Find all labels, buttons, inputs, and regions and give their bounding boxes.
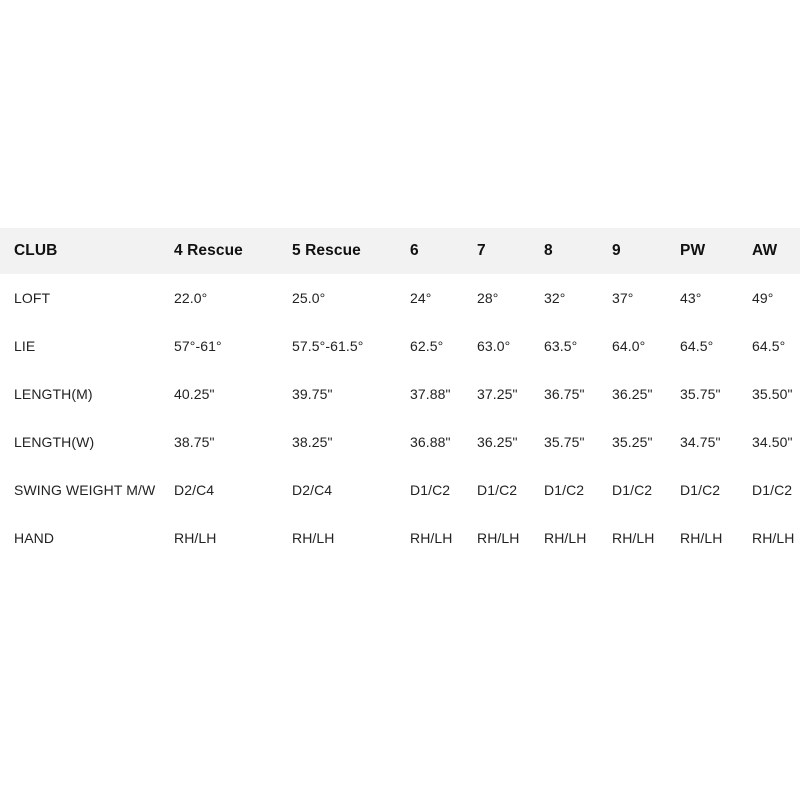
table-header-row (0, 228, 800, 274)
table-cell: 39.75" (292, 386, 333, 402)
table-cell: 35.75" (544, 434, 585, 450)
table-cell: RH/LH (544, 530, 587, 546)
table-cell: 28° (477, 290, 499, 306)
table-cell: 63.5° (544, 338, 578, 354)
table-cell: 35.75" (680, 386, 721, 402)
header-cell-pw: PW (680, 242, 706, 259)
club-spec-table (0, 228, 800, 562)
row-label: LOFT (14, 290, 51, 306)
table-row-swing-weight (0, 466, 800, 514)
header-cell-4-rescue: 4 Rescue (174, 242, 243, 259)
row-label: LENGTH(M) (14, 386, 93, 402)
table-cell: 38.75" (174, 434, 215, 450)
table-cell: 64.5° (680, 338, 714, 354)
table-cell: D1/C2 (612, 482, 653, 498)
table-cell: 64.5° (752, 338, 786, 354)
header-cell-7: 7 (477, 242, 486, 259)
table-cell: 24° (410, 290, 432, 306)
table-cell: 36.75" (544, 386, 585, 402)
row-label: SWING WEIGHT M/W (14, 482, 156, 498)
table-cell: D1/C2 (410, 482, 451, 498)
table-cell: RH/LH (292, 530, 335, 546)
table-cell: 36.25" (612, 386, 653, 402)
table-row-length-w (0, 418, 800, 466)
table-row-lie (0, 322, 800, 370)
header-cell-9: 9 (612, 242, 621, 259)
table-cell: D2/C4 (174, 482, 215, 498)
table-cell: RH/LH (612, 530, 655, 546)
table-row-loft (0, 274, 800, 322)
table-row-length-m (0, 370, 800, 418)
table-cell: 49° (752, 290, 774, 306)
table-cell: 57.5°-61.5° (292, 338, 364, 354)
table-cell: 43° (680, 290, 702, 306)
table-cell: 37° (612, 290, 634, 306)
table-cell: 22.0° (174, 290, 208, 306)
table-cell: 57°-61° (174, 338, 222, 354)
table-cell: RH/LH (752, 530, 795, 546)
table-cell: RH/LH (680, 530, 723, 546)
table-cell: RH/LH (410, 530, 453, 546)
table-cell: D2/C4 (292, 482, 333, 498)
table-cell: 62.5° (410, 338, 444, 354)
table-cell: 64.0° (612, 338, 646, 354)
table-cell: 35.50" (752, 386, 793, 402)
table-cell: 38.25" (292, 434, 333, 450)
table-cell: 35.25" (612, 434, 653, 450)
header-cell-6: 6 (410, 242, 419, 259)
row-label: LENGTH(W) (14, 434, 95, 450)
row-label: HAND (14, 530, 55, 546)
header-cell-5-rescue: 5 Rescue (292, 242, 361, 259)
table-cell: 25.0° (292, 290, 326, 306)
table-cell: RH/LH (174, 530, 217, 546)
table-cell: 36.25" (477, 434, 518, 450)
table-cell: 32° (544, 290, 566, 306)
table-cell: D1/C2 (477, 482, 518, 498)
table-cell: D1/C2 (752, 482, 793, 498)
table-cell: 34.75" (680, 434, 721, 450)
row-label: LIE (14, 338, 36, 354)
table-cell: 37.88" (410, 386, 451, 402)
table-cell: 37.25" (477, 386, 518, 402)
table-cell: RH/LH (477, 530, 520, 546)
table-cell: 40.25" (174, 386, 215, 402)
table-cell: 36.88" (410, 434, 451, 450)
header-cell-aw: AW (752, 242, 778, 259)
table-cell: D1/C2 (544, 482, 585, 498)
header-cell-club: CLUB (14, 242, 58, 259)
table-cell: 63.0° (477, 338, 511, 354)
table-row-hand (0, 514, 800, 562)
table-cell: D1/C2 (680, 482, 721, 498)
table-cell: 34.50" (752, 434, 793, 450)
header-cell-8: 8 (544, 242, 553, 259)
